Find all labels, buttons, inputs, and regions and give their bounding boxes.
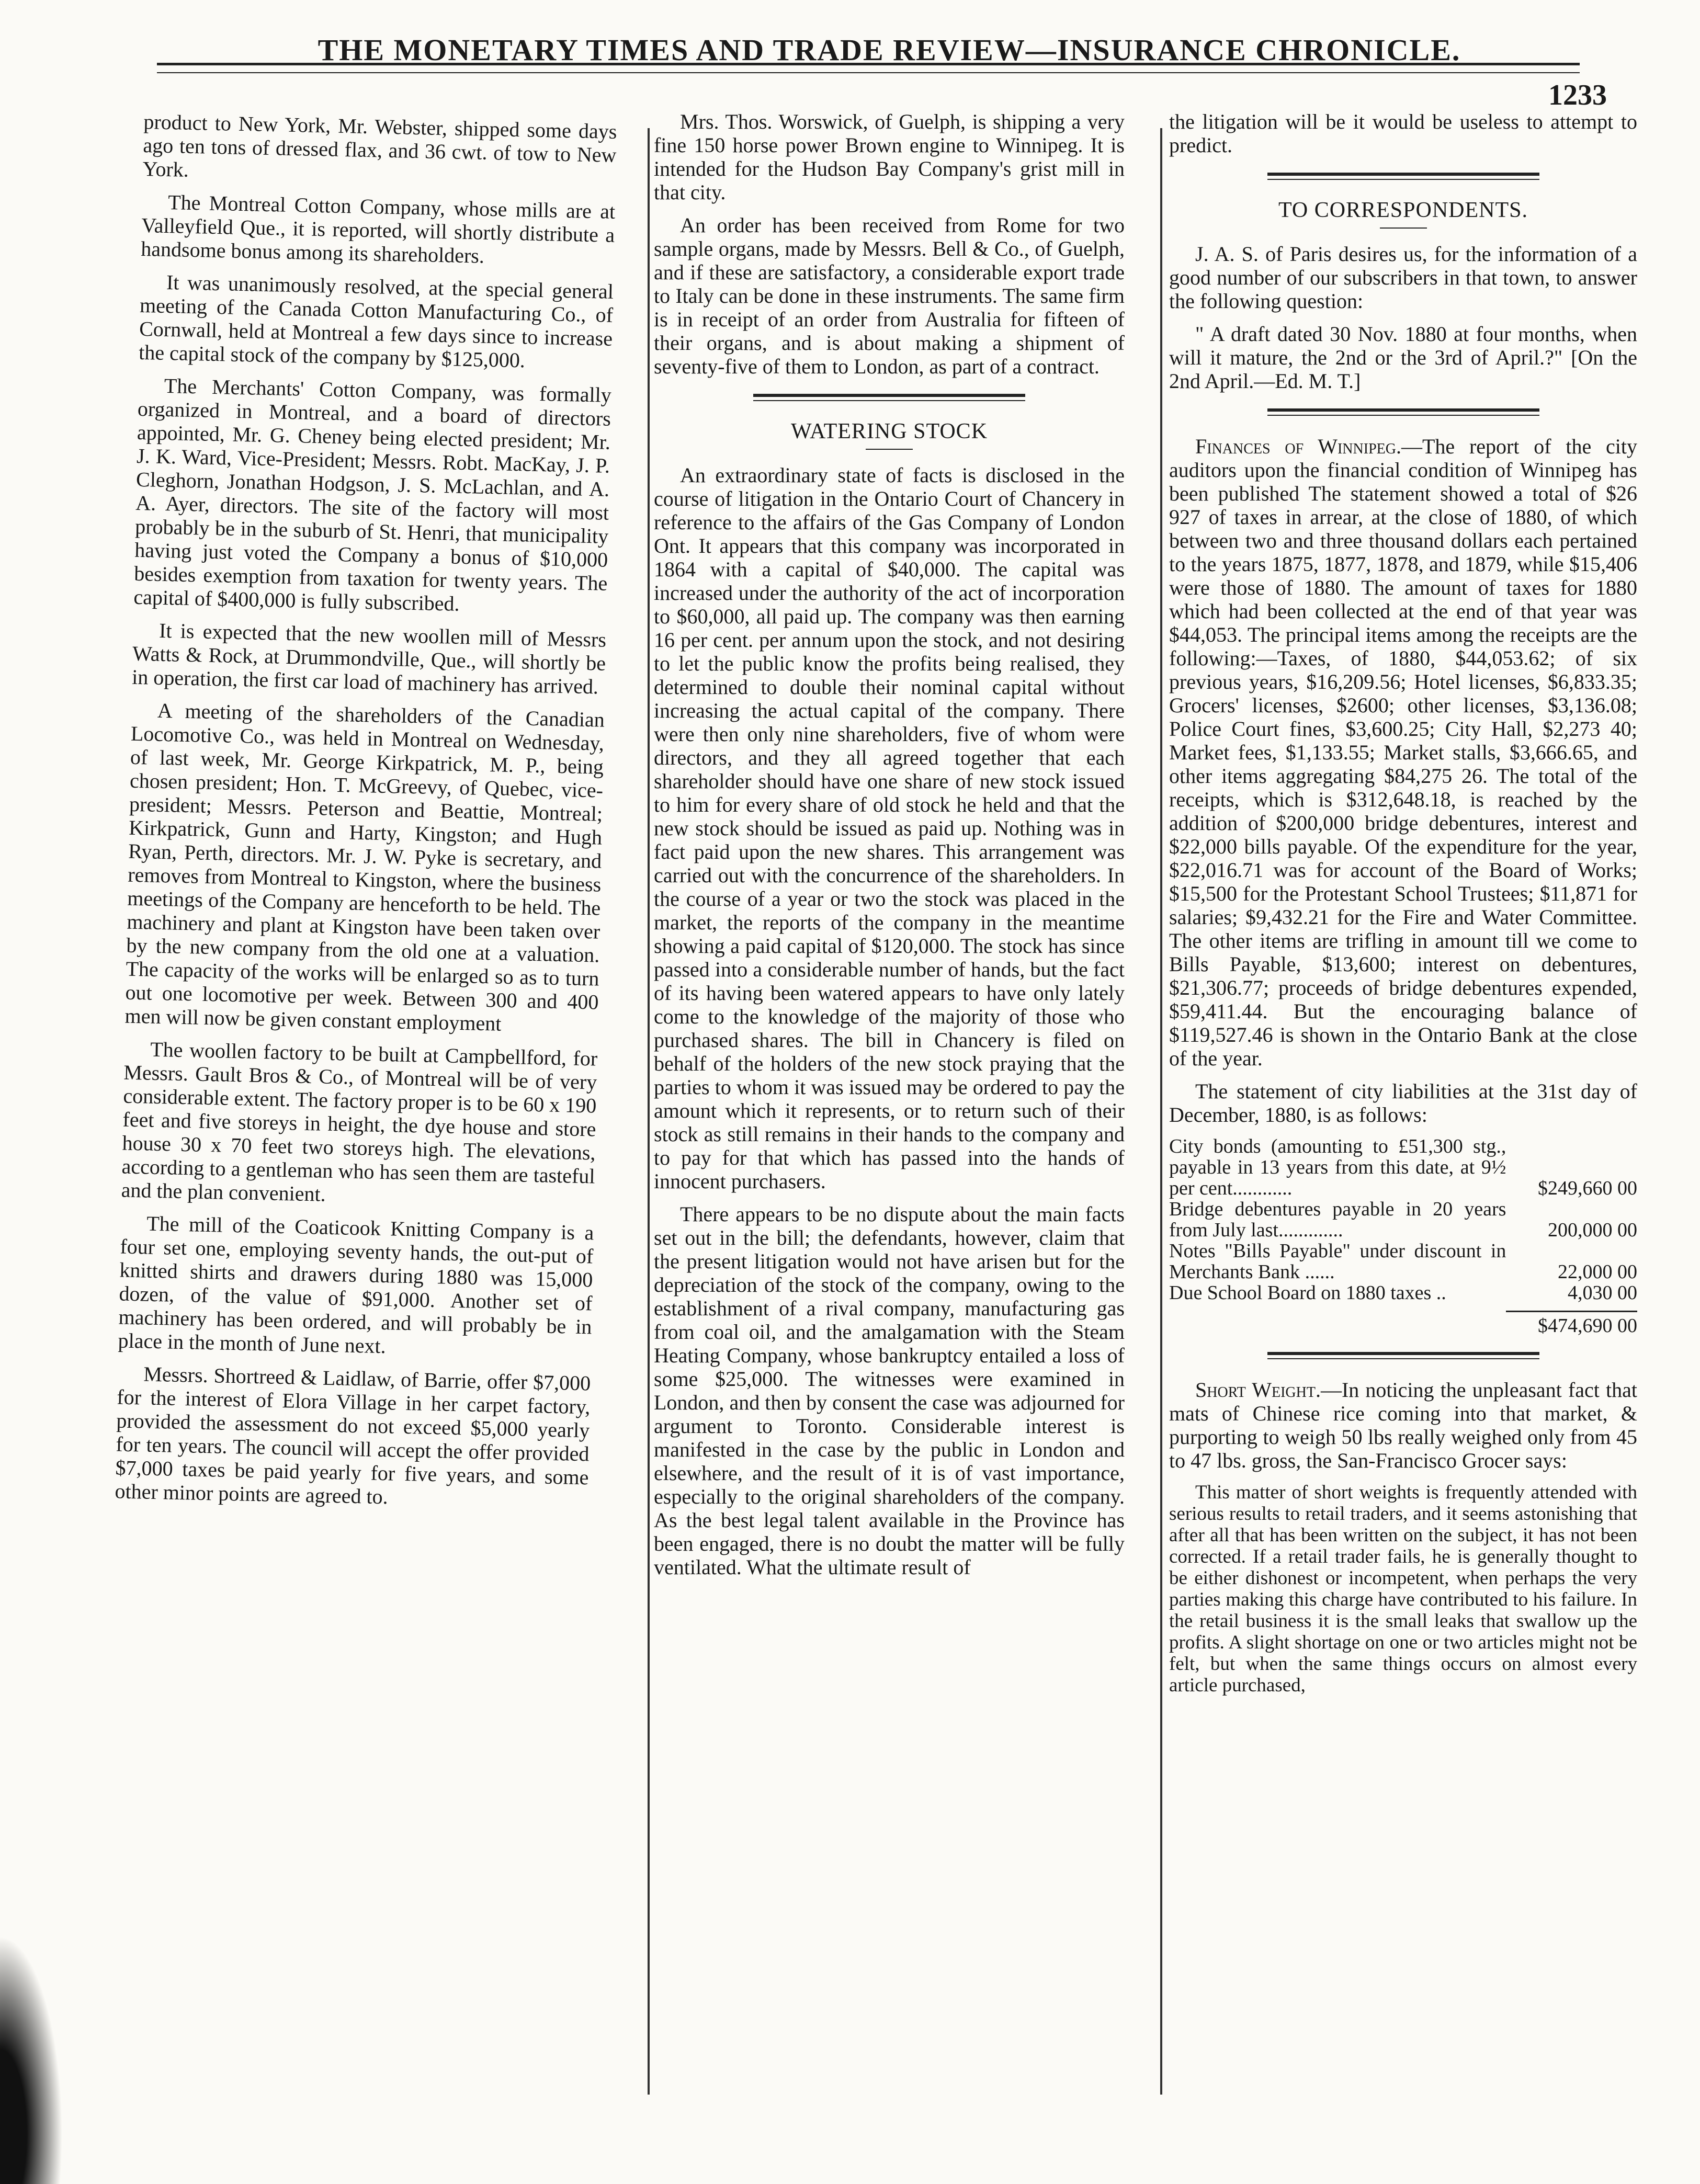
article-paragraph: the litigation will be it would be useless to attempt to predict. (1169, 110, 1637, 157)
column-divider-2 (1160, 128, 1162, 2095)
article-paragraph: " A draft dated 30 Nov. 1880 at four months, when will it mature, the 2nd or the 3rd of April.?" [On the 2nd April.—Ed. M. T.] (1169, 322, 1637, 393)
table-total: $474,690 00 (1506, 1312, 1637, 1337)
article-paragraph (1169, 1378, 1637, 1472)
page-number: 1233 (1548, 79, 1607, 111)
section-rule (753, 394, 1025, 401)
table-cell: 22,000 00 (1558, 1261, 1637, 1283)
masthead-rule-thin (157, 72, 1580, 73)
heading-underline (866, 449, 913, 450)
article-paragraph (1169, 435, 1637, 1070)
binding-shadow (0, 1935, 63, 2184)
article-paragraph: The Montreal Cotton Company, whose mills are at Valleyfield Que., it is reported, will shortly distribute a handsome bonus among its shareholders. (140, 190, 616, 268)
article-paragraph: J. A. S. of Paris desires us, for the information of a good number of our subscribers in that town, to answer the following question: (1169, 242, 1637, 313)
paragraph-body: —In noticing the unpleasant fact that mats of Chinese rice coming into that market, & purporting to weigh 50 lbs really weighed only from 45 to 47 lbs. gross, the San-Francisco Grocer says: (1169, 1378, 1637, 1472)
table-cell: 4,030 00 (1568, 1282, 1637, 1304)
table-row (1169, 1282, 1637, 1303)
article-paragraph: The statement of city liabilities at the 31st day of December, 1880, is as follows: (1169, 1079, 1637, 1127)
column-left (115, 110, 617, 1522)
article-paragraph: It was unanimously resolved, at the special general meeting of the Canada Cotton Manufacturing Co., of Cornwall, held at Montreal a few days since to increase the capital stock of the company by $125,000. (138, 270, 614, 372)
section-rule (1267, 1352, 1539, 1359)
table-cell: Notes "Bills Payable" under discount in Merchants Bank ...... (1169, 1240, 1506, 1283)
run-in-heading: Finances of Winnipeg. (1195, 435, 1401, 458)
article-paragraph: An extraordinary state of facts is disclosed in the course of litigation in the Ontario Court of Chancery in reference to the affairs of the Gas Company of London Ont. It appears that this company was incorporated in 1864 with a capital of $40,000. The capital was increased under the authority of the act of incorporation to $60,000, all paid up. The company was then earning 16 per cent. per annum upon the stock, and not desiring to let the public know the profits being realised, they determined to double their nominal capital without increasing the actual capital of the company. There were then only nine shareholders, five of whom were directors, and they all agreed together that each shareholder should have one share of new stock issued to him for every share of old stock he held and that the new stock should be issued as paid up. Nothing was in fact paid upon the new shares. This arrangement was carried out with the concurrence of the shareholders. In the course of a year or two the stock was placed in the market, the reports of the company in the meantime showing a paid capital of $120,000. The stock has since passed into a considerable number of hands, but the fact of its having been watered appears to have only lately come to the knowledge of the majority of those who purchased shares. The bill in Chancery is filed on behalf of the holders of the new stock praying that the parties to whom it was issued may be ordered to pay the amount which it represents, or to return such of their stock as still remains in their hands to the company and to pay for that which has passed into the hands of innocent purchasers. (654, 463, 1125, 1193)
masthead-rule (157, 63, 1580, 65)
article-paragraph: A meeting of the shareholders of the Canadian Locomotive Co., was held in Montreal on Wednesday, of last week, Mr. George Kirkpatrick, M. P., being chosen president; Hon. T. McGreevy, of Quebec, vice-president; Messrs. Peterson and Beattie, Montreal; Kirkpatrick, Gunn and Harty, Kingston; and Hugh Ryan, Perth, directors. Mr. J. W. Pyke is secretary, and removes from Montreal to Kingston, where the business meetings of the Company are henceforth to be held. The machinery and plant at Kingston have been taken over by the new company from the old one at a valuation. The capacity of the works will be enlarged so as to turn out one locomotive per week. Between 300 and 400 men will now be given constant employment (124, 698, 605, 1036)
article-paragraph: The woollen factory to be built at Campbellford, for Messrs. Gault Bros & Co., of Montreal will be of very considerable extent. The factory proper is to be 60 x 190 feet and five storeys in height, the dye house and store house 30 x 70 feet two storeys high. The elevations, according to a gentleman who has seen them are tasteful and the plan convenient. (121, 1037, 598, 1206)
table-row (1169, 1241, 1637, 1282)
table-cell: Due School Board on 1880 taxes .. (1169, 1282, 1446, 1304)
table-cell: $249,660 00 (1538, 1177, 1637, 1199)
article-paragraph: There appears to be no dispute about the main facts set out in the bill; the defendants, however, claim that the present litigation would not have arisen but for the depreciation of the stock of the company, owing to the establishment of a rival company, manufacturing gas from coal oil, and the amalgamation with the Steam Heating Company, whose bankruptcy entailed a loss of some $25,000. The witnesses were examined in London, and then by consent the case was adjourned for argument to Toronto. Considerable interest is manifested in the case by the public in London and elsewhere, and the result of it is of vast importance, especially to the original shareholders of the company. As the best legal talent available in the Province has been engaged, there is no doubt the matter will be fully ventilated. What the ultimate result of (654, 1202, 1125, 1579)
section-heading: TO CORRESPONDENTS. (1278, 198, 1528, 222)
table-total-row (1169, 1312, 1637, 1337)
section-rule (1267, 173, 1539, 180)
column-middle (654, 110, 1125, 1588)
paragraph-body: —The report of the city auditors upon the financial condition of Winnipeg has been published The statement showed a total of $26 927 of taxes in arrear, at the close of 1880, of which between two and three thousand dollars each pertained to the years 1875, 1877, 1878, and 1879, while $15,406 were those of 1880. The amount of taxes for 1880 which had been collected at the end of that year was $44,053. The principal items among the receipts are the following:—Taxes, of 1880, $44,053.62; of six previous years, $16,209.56; Hotel licenses, $6,833.35; Grocers' licenses, $2600; other licenses, $3,136.08; Police Court fines, $3,600.25; City Hall, $2,273 40; Market fees, $1,133.55; Market stalls, $3,666.65, and other items aggregating $84,275 26. The total of the receipts, which is $312,648.18, is reached by the addition of $200,000 bridge debentures, interest and $22,000 bills payable. Of the expenditure for the year, $22,016.71 was for account of the Board of Works; $15,500 for the Protestant School Trustees; $11,871 for salaries; $9,432.21 for the Fire and Water Committee. The other items are trifling in amount till we come to Bills Payable, $13,600; interest on debentures, $21,306.77; proceeds of bridge debentures expended, $59,411.44. But the encouraging balance of $119,527.46 is shown in the Ontario Bank at the close of the year. (1169, 435, 1637, 1070)
run-in-heading: Short Weight. (1195, 1378, 1321, 1402)
article-paragraph: Messrs. Shortreed & Laidlaw, of Barrie, offer $7,000 for the interest of Elora Village in her carpet factory, provided the assessment do not exceed $5,000 yearly for ten years. The council will accept the offer provided $7,000 taxes be paid yearly for five years, and some other minor points are agreed to. (115, 1362, 591, 1509)
table-row (1169, 1199, 1637, 1241)
section-heading: WATERING STOCK (790, 419, 988, 443)
masthead-title: THE MONETARY TIMES AND TRADE REVIEW—INSURANCE CHRONICLE. (318, 33, 1461, 67)
table-cell: City bonds (amounting to £51,300 stg., payable in 13 years from this date, at 9½ per cent............ (1169, 1135, 1506, 1199)
article-paragraph: Mrs. Thos. Worswick, of Guelph, is shipping a very fine 150 horse power Brown engine to Winnipeg. It is intended for the Hudson Bay Company's grist mill in that city. (654, 110, 1125, 204)
column-right (1169, 110, 1637, 1705)
heading-underline (1380, 228, 1427, 229)
article-paragraph: An order has been received from Rome for two sample organs, made by Messrs. Bell & Co., of Guelph, and if these are satisfactory, a considerable export trade to Italy can be done in these instruments. The same firm is in receipt of an order from Australia for fifteen of their organs, and is about making a shipment of seventy-five of them to London, as part of a contract. (654, 213, 1125, 378)
article-paragraph: product to New York, Mr. Webster, shipped some days ago ten tons of dressed flax, and 36 cwt. of tow to New York. (142, 110, 617, 181)
table-cell: Bridge debentures payable in 20 years from July last............. (1169, 1198, 1506, 1241)
article-paragraph: The Merchants' Cotton Company, was formally organized in Montreal, and a board of directors appointed, Mr. G. Cheney being elected president; Mr. J. K. Ward, Vice-President; Messrs. Robt. MacKay, J. P. Cleghorn, Jonathan Hodgson, J. S. McLachlan, and A. A. Ayer, directors. The site of the factory will most probably be in the suburb of St. Henri, that municipality having just voted the Company a bonus of $10,000 besides exemption from taxation for twenty years. The capital of $400,000 is fully subscribed. (133, 373, 612, 616)
liabilities-table (1169, 1136, 1637, 1336)
table-cell: 200,000 00 (1548, 1219, 1637, 1241)
quoted-paragraph: This matter of short weights is frequently attended with serious results to retail traders, and it seems astonishing that after all that has been written on the subject, it has not been corrected. If a retail trader fails, he is generally thought to be either dishonest or incompetent, when perhaps the very parties making this charge have contributed to his failure. In the retail business it is the small leaks that swallow up the profits. A slight shortage on one or two articles might not be felt, but when the same things occurs on almost every article purchased, (1169, 1482, 1637, 1696)
section-rule (1267, 408, 1539, 416)
table-row (1169, 1136, 1637, 1199)
column-divider-1 (648, 128, 650, 2095)
article-paragraph: It is expected that the new woollen mill of Messrs Watts & Rock, at Drummondville, Que., will shortly be in operation, the first car load of machinery has arrived. (131, 618, 607, 699)
article-paragraph: The mill of the Coaticook Knitting Company is a four set one, employing seventy hands, the out-put of knitted shirts and drawers during 1880 was 15,000 dozen, of the value of $91,000. Another set of machinery has been ordered, and will probably be in place in the month of June next. (118, 1211, 594, 1358)
